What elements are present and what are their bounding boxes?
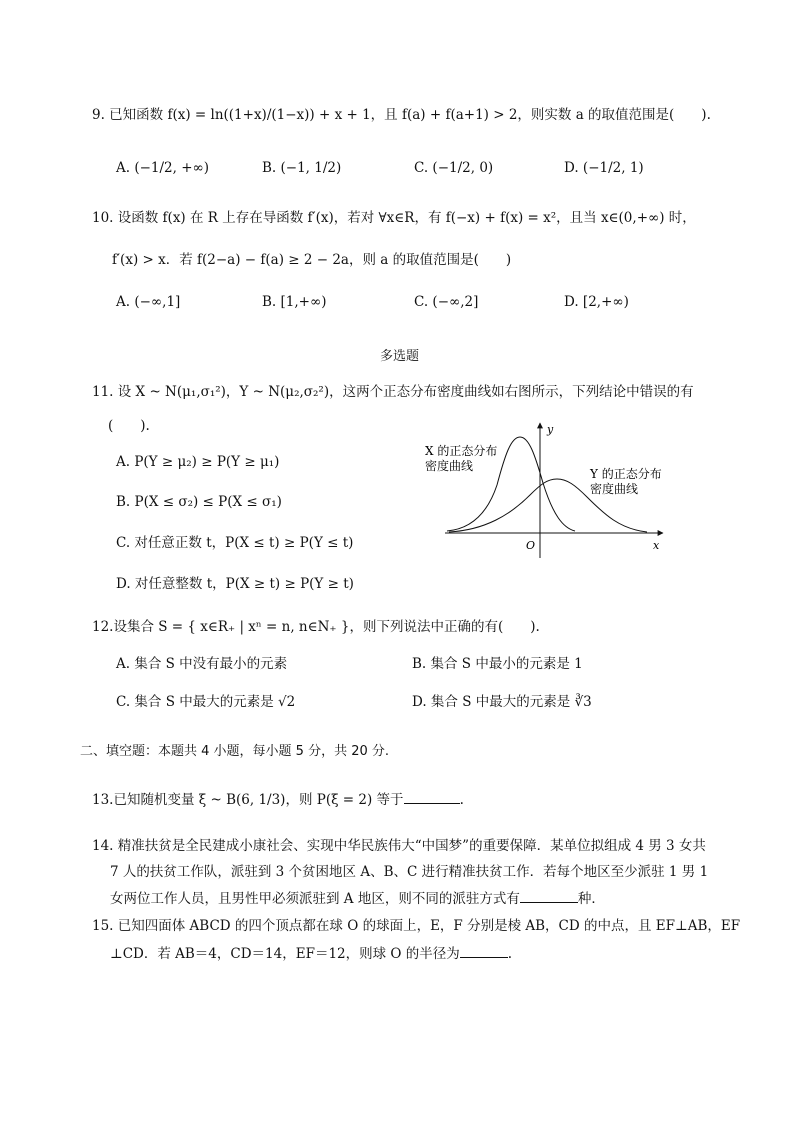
question-14-line-3-end: 种． — [577, 891, 605, 907]
question-14-line-2: 7 人的扶贫工作队，派驻到 3 个贫困地区 A、B、C 进行精准扶贫工作．若每个地区至少派驻 1 男 1 — [110, 864, 709, 880]
question-9-stem: 9. 已知函数 f(x) = ln((1+x)/(1−x)) + x + 1，且 f(a) + f(a+1) > 2，则实数 a 的取值范围是( ). — [92, 107, 711, 123]
question-15-line-2-end: . — [507, 946, 513, 962]
question-13-line — [92, 789, 464, 810]
question-12-option-b: B. 集合 S 中最小的元素是 1 — [412, 656, 583, 672]
question-10-line-1: 10. 设函数 f(x) 在 R 上存在导函数 f′(x)，若对 ∀x∈R，有 f(−x) + f(x) = x²，且当 x∈(0,+∞) 时， — [92, 210, 696, 226]
x-curve-label-2: 密度曲线 — [425, 459, 474, 473]
question-9-option-a: A. (−1/2, +∞) — [116, 160, 210, 176]
y-curve-label-2: 密度曲线 — [590, 482, 639, 496]
origin-label: O — [526, 539, 536, 552]
question-15-line-1: 15. 已知四面体 ABCD 的四个顶点都在球 O 的球面上，E，F 分别是棱 AB，CD 的中点，且 EF⊥AB，EF — [92, 918, 741, 934]
question-10-option-a: A. (−∞,1] — [116, 294, 181, 310]
normal-distribution-figure — [425, 415, 675, 565]
question-11-line-1: 11. 设 X ~ N(μ₁,σ₁²)，Y ~ N(μ₂,σ₂²)，这两个正态分布密度曲线如右图所示，下列结论中错误的有 — [92, 384, 694, 400]
question-12-option-a: A. 集合 S 中没有最小的元素 — [116, 656, 288, 672]
x-curve-label-1: X 的正态分布 — [425, 444, 498, 458]
question-11-option-d: D. 对任意整数 t，P(X ≥ t) ≥ P(Y ≥ t) — [116, 576, 354, 592]
question-12-option-d: D. 集合 S 中最大的元素是 ∛3 — [412, 694, 592, 710]
question-14-answer-blank[interactable] — [520, 888, 578, 903]
question-10-option-d: D. [2,+∞) — [564, 294, 629, 310]
question-15-line-2-text: ⊥CD．若 AB＝4，CD＝14，EF＝12，则球 O 的半径为 — [110, 946, 460, 962]
question-9-option-d: D. (−1/2, 1) — [564, 160, 644, 176]
question-10-option-b: B. [1,+∞) — [262, 294, 327, 310]
question-12-option-c: C. 集合 S 中最大的元素是 √2 — [116, 694, 296, 710]
x-axis-label: x — [653, 539, 660, 552]
y-axis-label: y — [547, 423, 554, 436]
multi-choice-title: 多选题 — [380, 349, 420, 364]
question-10-line-2: f′(x) > x．若 f(2−a) − f(a) ≥ 2 − 2a，则 a 的取值范围是( ) — [112, 252, 512, 268]
question-13-answer-blank[interactable] — [404, 789, 460, 804]
y-curve-label-1: Y 的正态分布 — [590, 467, 662, 481]
question-10-option-c: C. (−∞,2] — [414, 294, 479, 310]
question-14-line-1: 14. 精准扶贫是全民建成小康社会、实现中华民族伟大“中国梦”的重要保障．某单位拟组成 4 男 3 女共 — [92, 838, 706, 854]
section-2-heading: 二、填空题：本题共 4 小题，每小题 5 分，共 20 分. — [80, 744, 390, 759]
question-11-option-b: B. P(X ≤ σ₂) ≤ P(X ≤ σ₁) — [116, 494, 282, 510]
question-15-answer-blank[interactable] — [460, 943, 508, 958]
question-11-option-c: C. 对任意正数 t，P(X ≤ t) ≥ P(Y ≤ t) — [116, 535, 354, 551]
question-14-line-3 — [110, 888, 605, 909]
question-13-end: . — [459, 792, 464, 808]
question-9-option-c: C. (−1/2, 0) — [414, 160, 494, 176]
question-15-line-2 — [110, 943, 512, 964]
question-11-line-2: ( ). — [108, 418, 150, 434]
question-9-option-b: B. (−1, 1/2) — [262, 160, 342, 176]
question-11-option-a: A. P(Y ≥ μ₂) ≥ P(Y ≥ μ₁) — [116, 454, 280, 470]
question-13-stem: 13.已知随机变量 ξ ~ B(6, 1/3)，则 P(ξ = 2) 等于 — [92, 792, 404, 808]
question-12-stem: 12.设集合 S = { x∈R₊ | xⁿ = n, n∈N₊ }，则下列说法中正确的有( ). — [92, 619, 540, 635]
question-14-line-3-text: 女两位工作人员，且男性甲必须派驻到 A 地区，则不同的派驻方式有 — [110, 891, 520, 907]
